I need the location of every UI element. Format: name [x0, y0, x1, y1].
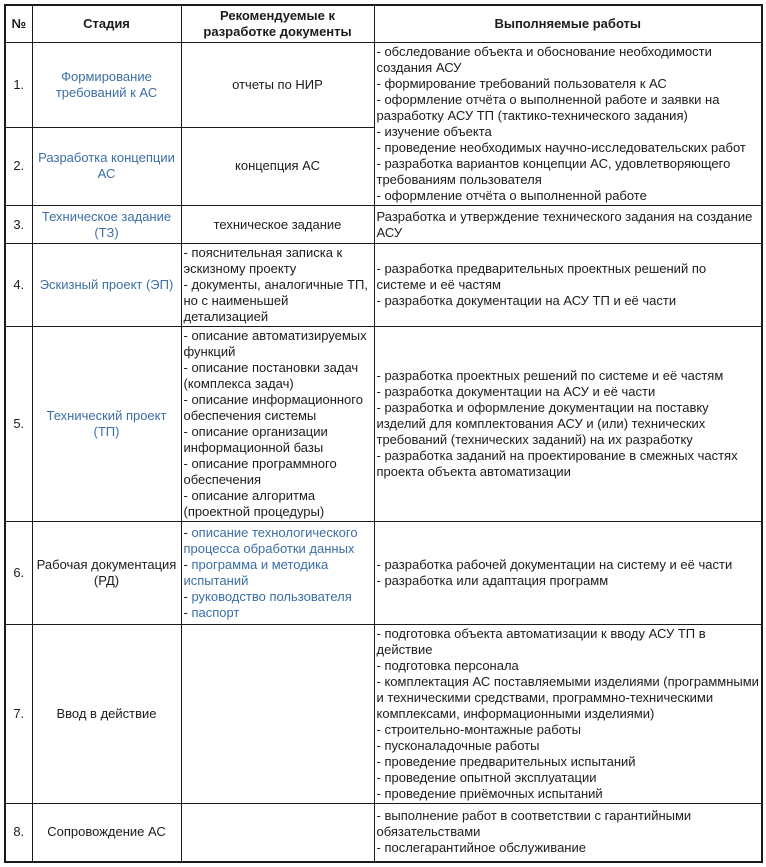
list-dash: - [376, 261, 385, 276]
list-item [377, 573, 760, 589]
table-body [5, 43, 762, 862]
works-cell [374, 625, 762, 804]
stage-link[interactable]: Технический проект (ТП) [46, 408, 167, 439]
list-dash: - [376, 770, 385, 785]
list-item [184, 277, 372, 325]
list-item [184, 245, 372, 277]
stage-link[interactable]: Разработка концепции АС [38, 150, 175, 182]
stage-link[interactable]: Формирование требований к АС [55, 68, 158, 100]
list-dash: - [183, 456, 192, 471]
list-item [377, 156, 760, 188]
stage-label: Сопровождение АС [47, 824, 166, 840]
list-dash: - [183, 424, 192, 439]
list-dash: - [376, 384, 385, 399]
stage-cell [32, 206, 181, 244]
list-dash: - [183, 277, 192, 292]
list-dash: - [376, 626, 385, 641]
list-dash: - [183, 245, 192, 260]
list-item [184, 77, 372, 93]
documents-cell [181, 127, 374, 205]
list-item [377, 400, 760, 448]
works-cell [374, 206, 762, 244]
list-dash: - [183, 525, 192, 540]
table-row [5, 522, 762, 625]
list-item [377, 76, 760, 92]
list-dash: - [376, 368, 385, 383]
list-item [184, 360, 372, 392]
item-text: концепция АС [235, 158, 320, 174]
row-number-cell: 1. [5, 43, 32, 128]
item-text: проведение предварительных испытаний [384, 754, 636, 769]
list-dash: - [376, 140, 385, 155]
list-item [377, 786, 760, 802]
documents-cell [181, 43, 374, 128]
stages-table [4, 4, 763, 863]
stage-cell [32, 43, 181, 128]
item-text: описание постановки задач (комплекса задач) [183, 360, 359, 391]
item-text: подготовка персонала [384, 658, 519, 673]
list-item [377, 754, 760, 770]
list-item [377, 722, 760, 738]
item-text: выполнение работ в соответствии с гарантийными обязательствами [376, 808, 692, 840]
document-link[interactable]: программа и методика испытаний [183, 557, 329, 588]
doc-link-item [184, 557, 372, 589]
item-text: разработка предварительных проектных решений по системе и её частям [376, 261, 707, 292]
list-item [184, 328, 372, 360]
item-text: разработка документации на АСУ и её части [384, 384, 656, 399]
row-number-cell: 8. [5, 804, 32, 862]
list-item [377, 738, 760, 754]
table-row [5, 43, 762, 128]
item-text: разработка или адаптация программ [384, 573, 609, 588]
list-dash: - [376, 722, 385, 737]
list-item [377, 384, 760, 400]
works-cell [374, 244, 762, 327]
item-text: формирование требований пользователя к АС [384, 76, 667, 91]
list-item [184, 488, 372, 520]
list-dash: - [183, 557, 192, 572]
documents-cell [181, 804, 374, 862]
list-dash: - [183, 605, 192, 620]
list-item [377, 557, 760, 573]
works-cell [374, 327, 762, 522]
list-dash: - [376, 754, 385, 769]
item-text: техническое задание [213, 216, 342, 232]
item-text: изучение объекта [384, 124, 492, 139]
row-number-cell: 2. [5, 127, 32, 205]
row-number-cell: 6. [5, 522, 32, 625]
list-dash: - [183, 589, 192, 604]
stage-cell [32, 244, 181, 327]
item-text: документы, аналогичные ТП, но с наименьшей детализацией [183, 277, 368, 324]
item-text: разработка и оформление документации на поставку изделий для комплектования АСУ и (или) технических требований (технических заданий) на их разработку [376, 400, 709, 447]
item-text: разработка вариантов концепции АС, удовлетворяющего требованиям пользователя [376, 156, 731, 187]
list-item [377, 261, 760, 293]
documents-cell [181, 327, 374, 522]
doc-link-item [184, 605, 372, 621]
list-dash: - [376, 188, 385, 203]
list-item [377, 124, 760, 140]
item-text: комплектация АС поставляемыми изделиями (программными и техническими средствами, программно-техническими комплексами, информационными изделиями) [376, 674, 759, 721]
list-item [377, 808, 760, 840]
list-item [377, 626, 760, 658]
item-text: разработка документации на АСУ ТП и её части [384, 293, 677, 308]
table-row [5, 804, 762, 862]
document-link[interactable]: описание технологического процесса обработки данных [183, 525, 358, 556]
item-text: разработка рабочей документации на систему и её части [384, 557, 733, 572]
works-cell [374, 804, 762, 862]
header-num: № [5, 5, 32, 43]
item-text: разработка проектных решений по системе и её частям [384, 368, 724, 383]
list-dash: - [376, 738, 385, 753]
works-cell [374, 522, 762, 625]
list-item [377, 770, 760, 786]
documents-cell [181, 206, 374, 244]
item-text: проведение опытной эксплуатации [384, 770, 597, 785]
list-dash: - [183, 328, 192, 343]
table-row [5, 244, 762, 327]
list-dash: - [376, 400, 385, 415]
list-item [184, 392, 372, 424]
row-number-cell: 4. [5, 244, 32, 327]
document-link[interactable]: паспорт [191, 605, 240, 620]
stage-link[interactable]: Техническое задание (ТЗ) [41, 208, 172, 240]
item-text: описание автоматизируемых функций [183, 328, 367, 359]
list-item [377, 92, 760, 124]
header-docs: Рекомендуемые к разработке документы [181, 5, 374, 43]
list-dash: - [376, 92, 385, 107]
item-text: строительно-монтажные работы [384, 722, 581, 737]
item-text: описание программного обеспечения [183, 456, 337, 487]
list-item [184, 217, 372, 233]
stage-cell [32, 522, 181, 625]
list-dash: - [183, 488, 192, 503]
documents-cell [181, 522, 374, 625]
list-dash: - [376, 76, 385, 91]
list-item [377, 209, 760, 241]
list-item [184, 456, 372, 488]
stage-label: Рабочая документация (РД) [36, 557, 177, 588]
doc-link-item [184, 525, 372, 557]
item-text: обследование объекта и обоснование необходимости создания АСУ [376, 44, 712, 75]
list-dash: - [376, 808, 385, 824]
list-item [377, 658, 760, 674]
header-row [5, 5, 762, 43]
item-text: разработка заданий на проектирование в смежных частях проекта объекта автоматизации [376, 448, 738, 479]
list-dash: - [376, 658, 385, 673]
documents-cell [181, 244, 374, 327]
item-text: описание информационного обеспечения системы [183, 392, 363, 423]
row-number-cell: 3. [5, 206, 32, 244]
header-works: Выполняемые работы [374, 5, 762, 43]
list-dash: - [376, 44, 385, 59]
list-item [377, 44, 760, 76]
row-number-cell: 5. [5, 327, 32, 522]
list-dash: - [376, 124, 385, 139]
list-dash: - [376, 557, 385, 572]
item-text: описание организации информационной базы [183, 424, 328, 455]
item-text: оформление отчёта о выполненной работе и заявки на разработку АСУ ТП (тактико-технического задания) [376, 92, 720, 123]
item-text: Разработка и утверждение технического задания на создание АСУ [376, 208, 753, 240]
table-row [5, 625, 762, 804]
document-link[interactable]: руководство пользователя [191, 589, 352, 604]
table-row [5, 327, 762, 522]
stage-cell [32, 127, 181, 205]
item-text: оформление отчёта о выполненной работе [384, 188, 647, 203]
table-row [5, 206, 762, 244]
list-dash: - [376, 573, 385, 588]
item-text: отчеты по НИР [232, 76, 323, 92]
list-item [377, 293, 760, 309]
item-text: послегарантийное обслуживание [384, 840, 586, 856]
item-text: описание алгоритма (проектной процедуры) [183, 488, 325, 519]
item-text: подготовка объекта автоматизации к вводу АСУ ТП в действие [376, 626, 706, 657]
item-text: пусконаладочные работы [384, 738, 540, 753]
list-dash: - [376, 840, 385, 856]
stage-link[interactable]: Эскизный проект (ЭП) [39, 277, 174, 292]
list-item [377, 188, 760, 204]
list-item [377, 840, 760, 856]
list-dash: - [376, 786, 385, 801]
header-stage: Стадия [32, 5, 181, 43]
list-dash: - [376, 448, 385, 463]
documents-cell [181, 625, 374, 804]
list-item [184, 424, 372, 456]
item-text: проведение необходимых научно-исследовательских работ [384, 140, 746, 155]
stage-cell [32, 804, 181, 862]
list-dash: - [376, 293, 385, 308]
stage-cell [32, 625, 181, 804]
list-dash: - [376, 674, 385, 689]
list-item [377, 674, 760, 722]
list-dash: - [376, 156, 385, 171]
list-item [377, 368, 760, 384]
stage-cell [32, 327, 181, 522]
doc-link-item [184, 589, 372, 605]
stage-label: Ввод в действие [56, 706, 157, 721]
list-item [377, 448, 760, 480]
list-dash: - [183, 360, 192, 375]
list-item [377, 140, 760, 156]
item-text: проведение приёмочных испытаний [384, 786, 603, 801]
list-item [184, 158, 372, 174]
item-text: пояснительная записка к эскизному проекту [183, 245, 343, 276]
list-dash: - [183, 392, 192, 407]
row-number-cell: 7. [5, 625, 32, 804]
works-cell [374, 43, 762, 206]
